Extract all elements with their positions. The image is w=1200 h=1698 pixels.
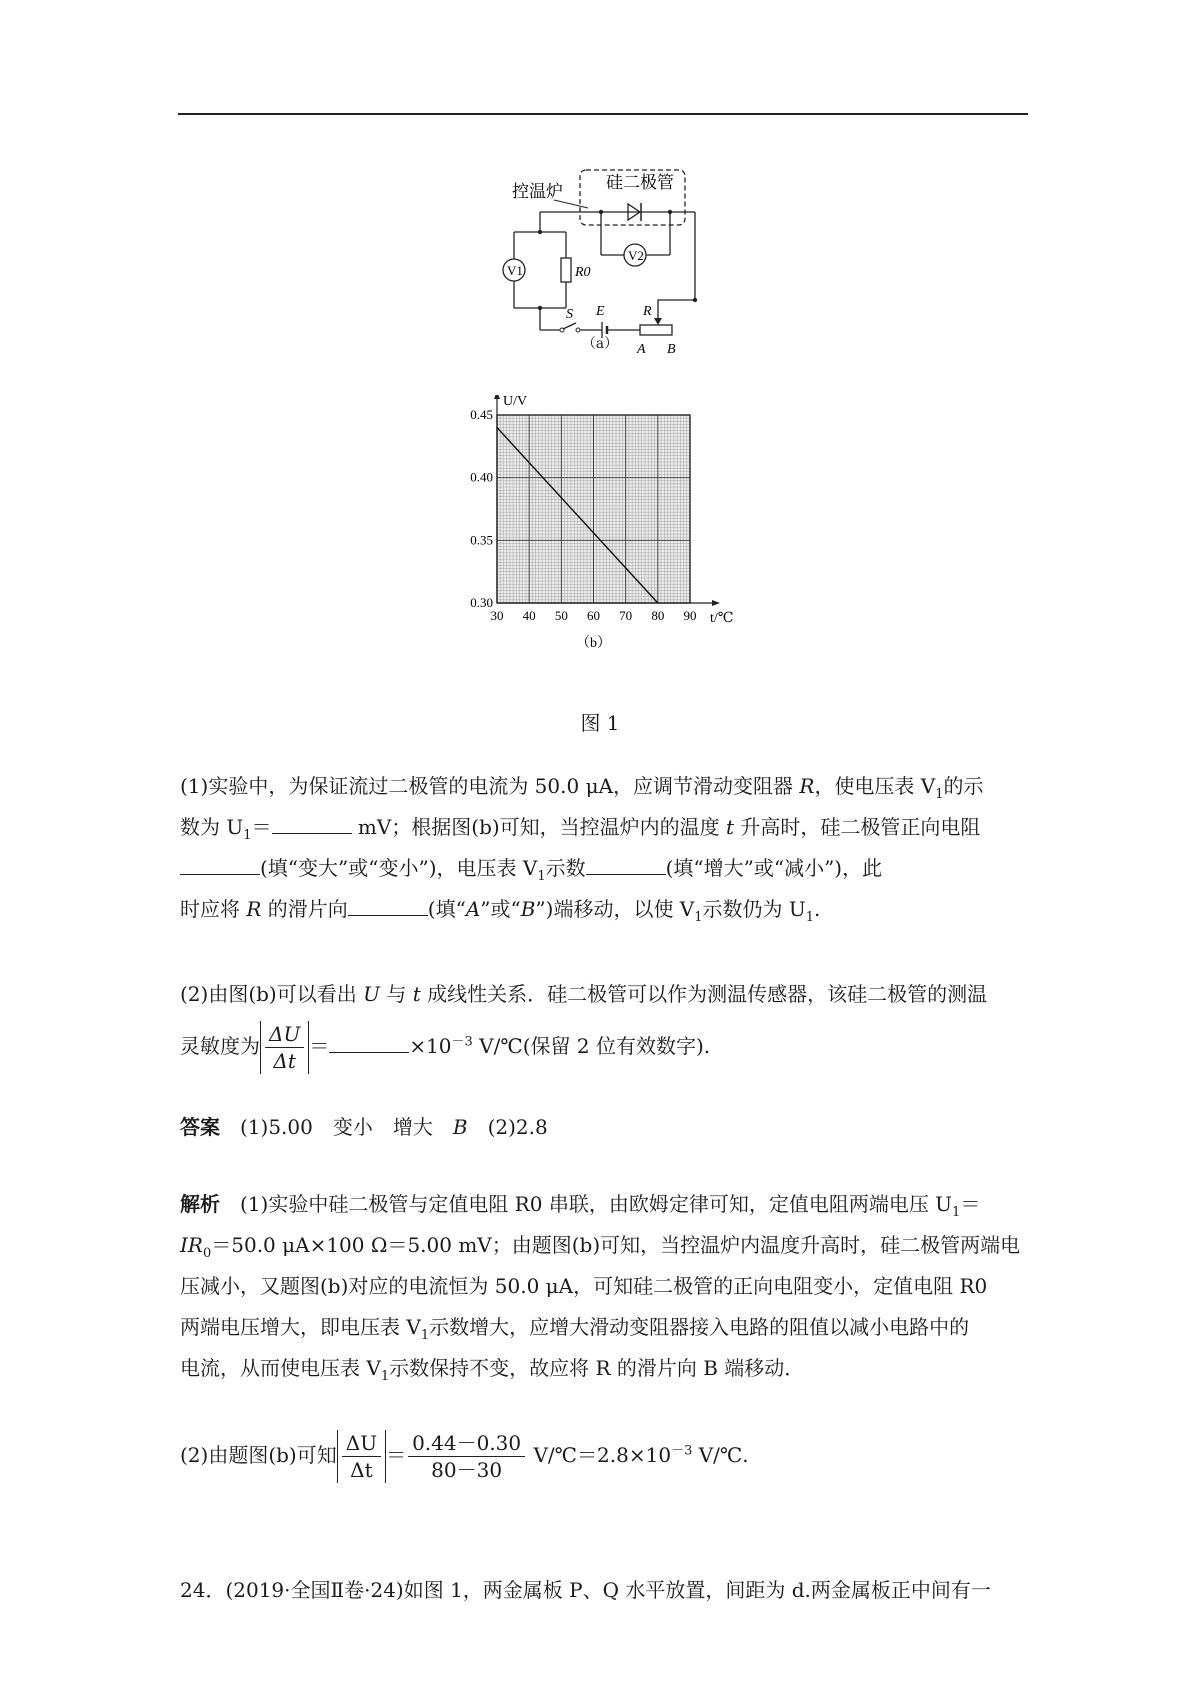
subscript: 1 — [537, 869, 546, 884]
text: ＝50.0 μA×100 Ω＝5.00 mV；由题图(b)可知，当控温炉内温度升高时，硅二极管两端电 — [211, 1233, 1021, 1257]
text: 示数增大，应增大滑动变阻器接入电路的阻值以减小电路中的 — [429, 1315, 970, 1339]
diode-label: 硅二极管 — [606, 173, 674, 192]
v1-label: V1 — [507, 263, 523, 278]
subscript: 1 — [935, 787, 944, 802]
exponent: －3 — [671, 1443, 693, 1459]
text: V/℃(保留 2 位有效数字). — [472, 1034, 711, 1058]
text: 两端电压增大，即电压表 V — [180, 1315, 421, 1339]
text: ”或“ — [480, 897, 521, 921]
text: 成线性关系．硅二极管可以作为测温传感器，该硅二极管的测温 — [420, 982, 988, 1006]
var-b: B — [520, 897, 536, 921]
subscript: 0 — [202, 1246, 212, 1261]
chart-b — [440, 395, 770, 675]
exponent: －3 — [451, 1034, 473, 1050]
var-t: t — [726, 815, 735, 839]
answer-label: 答案 — [180, 1115, 220, 1139]
subscript: 1 — [380, 1369, 390, 1384]
var-u: U — [363, 982, 380, 1006]
chart-svg — [440, 395, 770, 675]
answer-text: (2)2.8 — [467, 1115, 548, 1139]
r0-label: R0 — [575, 265, 591, 280]
analysis-line-4 — [180, 1307, 1028, 1348]
x-tick-label: 30 — [490, 608, 504, 623]
text: 数为 U — [180, 815, 244, 839]
fraction — [342, 1430, 381, 1483]
text: V/℃. — [692, 1443, 749, 1467]
var-ir: IR — [180, 1233, 203, 1257]
subscript: 1 — [952, 1205, 961, 1220]
text: 示数 — [545, 856, 586, 880]
switch-contact — [576, 328, 580, 332]
numerator: 0.44－0.30 — [408, 1430, 525, 1457]
answer-blank[interactable] — [329, 1032, 409, 1053]
abs-value — [337, 1430, 386, 1483]
text: ×10 — [409, 1034, 452, 1058]
text: 示数仍为 U — [702, 897, 806, 921]
question-2-line-1 — [180, 974, 1028, 1015]
x-tick-label: 40 — [522, 608, 536, 623]
numerator: ΔU — [342, 1430, 381, 1457]
answer-blank[interactable] — [272, 813, 352, 834]
text: (1)实验中硅二极管与定值电阻 R0 串联，由欧姆定律可知，定值电阻两端电压 U — [240, 1192, 953, 1216]
text: 与 — [379, 982, 413, 1006]
figure-caption: 图 1 — [580, 711, 620, 735]
rheostat-b-label: B — [667, 342, 676, 357]
text: ＝ — [251, 815, 272, 839]
text: (2)由图(b)可以看出 — [180, 982, 364, 1006]
rheostat-a-label: A — [637, 342, 646, 357]
text: 压减小，又题图(b)对应的电流恒为 50.0 μA，可知硅二极管的正向电阻变小，定值电阻 R0 — [180, 1274, 988, 1298]
figure-a-caption: （a） — [581, 336, 619, 352]
var-r: R — [799, 774, 815, 798]
text: (1)实验中，为保证流过二极管的电流为 50.0 μA，应调节滑动变阻器 — [180, 774, 800, 798]
furnace-pointer — [554, 200, 588, 208]
text: (填“变大”或“变小”)，电压表 V — [260, 856, 538, 880]
x-tick-label: 50 — [554, 608, 568, 623]
text: 灵敏度为 — [180, 1034, 260, 1058]
text: ＝ — [309, 1034, 330, 1058]
abs-value — [260, 1021, 309, 1074]
text: V/℃＝2.8×10 — [527, 1443, 672, 1467]
y-tick-label: 0.40 — [470, 469, 493, 485]
y-axis-label: U/V — [503, 395, 528, 409]
text: mV；根据图(b)可知，当控温炉内的温度 — [351, 815, 727, 839]
question-1-line-2 — [180, 807, 1028, 848]
text: 的滑片向 — [261, 897, 348, 921]
var-a: A — [465, 897, 481, 921]
question-1-line-4 — [180, 889, 1028, 930]
text: ＝ — [960, 1192, 981, 1216]
text: 示数保持不变，故应将 R 的滑片向 B 端移动． — [389, 1356, 805, 1380]
var-t: t — [412, 982, 421, 1006]
rheostat-label: R — [643, 304, 652, 319]
x-tick-label: 70 — [619, 608, 633, 623]
battery-label: E — [596, 304, 605, 319]
var-r: R — [246, 897, 262, 921]
answer-blank[interactable] — [586, 854, 666, 875]
text: 升高时，硅二极管正向电阻 — [734, 815, 981, 839]
header-rule — [178, 113, 1028, 115]
circuit-svg — [500, 160, 740, 360]
x-tick-label: 90 — [683, 608, 697, 623]
subscript: 1 — [694, 910, 703, 925]
text: (填“ — [427, 897, 466, 921]
analysis-line-2 — [180, 1225, 1028, 1266]
answer-line — [180, 1107, 1028, 1148]
answer-text: (1)5.00 变小 增大 — [240, 1115, 453, 1139]
analysis-part-2 — [180, 1430, 1028, 1483]
answer-blank[interactable] — [180, 854, 260, 875]
text: ，使电压表 V — [814, 774, 936, 798]
node — [538, 230, 542, 234]
text: (填“增大”或“减小”)，此 — [665, 856, 883, 880]
subscript: 1 — [805, 910, 815, 925]
denominator: 80－30 — [431, 1458, 503, 1482]
question-2 — [180, 974, 1028, 1074]
answer-blank[interactable] — [348, 895, 428, 916]
answer-b: B — [452, 1115, 468, 1139]
analysis — [180, 1184, 1028, 1389]
denominator: Δt — [273, 1049, 296, 1073]
subscript: 1 — [420, 1328, 430, 1343]
numerator: ΔU — [265, 1021, 304, 1048]
analysis-label: 解析 — [180, 1192, 220, 1216]
text: ”)端移动，以使 V — [535, 897, 695, 921]
text: ＝ — [386, 1443, 407, 1467]
question-24-text: 24．(2019·全国Ⅱ卷·24)如图 1，两金属板 P、Q 水平放置，间距为 d.两金属板正中间有一 — [180, 1578, 991, 1602]
furnace-label: 控温炉 — [512, 182, 563, 201]
analysis-line-6 — [180, 1430, 1028, 1483]
answer — [180, 1107, 1028, 1148]
fraction — [265, 1021, 304, 1074]
slider-arrow-icon — [654, 318, 662, 325]
slider-wire — [658, 300, 695, 322]
analysis-line-3 — [180, 1266, 1028, 1307]
analysis-line-1 — [180, 1184, 1028, 1225]
v2-label: V2 — [628, 248, 644, 263]
y-axis-arrow-icon — [494, 395, 500, 399]
x-tick-label: 80 — [651, 608, 665, 623]
x-axis-arrow-icon — [712, 600, 720, 606]
question-1-line-1 — [180, 766, 1028, 807]
y-tick-label: 0.30 — [470, 595, 493, 610]
x-tick-label: 60 — [587, 608, 600, 623]
figure-b-caption: （b） — [576, 636, 611, 651]
subscript: 1 — [243, 828, 252, 843]
denominator: Δt — [350, 1458, 373, 1482]
x-axis-label: t/℃ — [710, 611, 734, 626]
node — [538, 306, 542, 310]
switch-icon — [563, 323, 576, 329]
switch-label: S — [566, 307, 573, 322]
y-tick-label: 0.45 — [470, 407, 493, 422]
text: . — [814, 897, 821, 921]
text: (2)由题图(b)可知 — [180, 1443, 337, 1467]
resistor-r0-icon — [561, 258, 571, 282]
question-2-line-2 — [180, 1021, 1028, 1074]
y-tick-label: 0.35 — [470, 532, 493, 548]
question-1-line-3 — [180, 848, 1028, 889]
question-24 — [180, 1570, 1028, 1611]
circuit-diagram — [500, 160, 740, 360]
text: 的示 — [943, 774, 984, 798]
fraction — [408, 1430, 525, 1483]
analysis-line-5 — [180, 1348, 1028, 1389]
text: 时应将 — [180, 897, 247, 921]
question-1 — [180, 766, 1028, 930]
text: 电流，从而使电压表 V — [180, 1356, 381, 1380]
